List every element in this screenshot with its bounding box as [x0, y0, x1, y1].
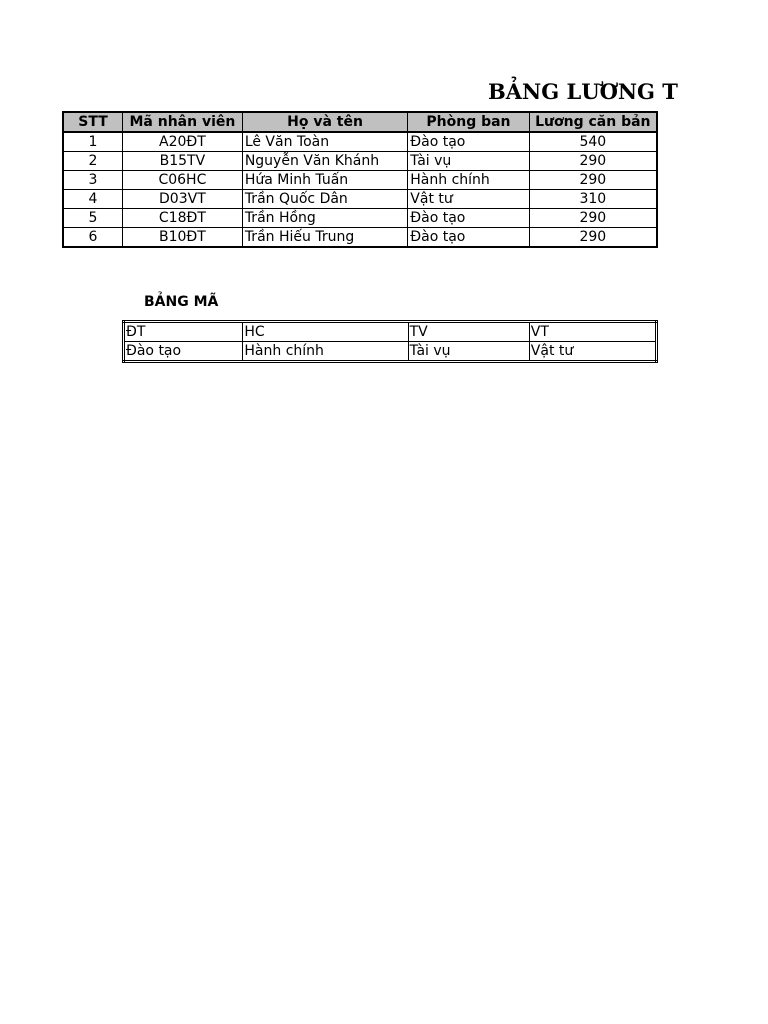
- cell-full-name[interactable]: Nguyễn Văn Khánh: [242, 152, 407, 171]
- cell-full-name[interactable]: Hứa Minh Tuấn: [242, 171, 407, 190]
- cell-department[interactable]: Đào tạo: [408, 132, 529, 152]
- code-table-title: BẢNG MÃ: [144, 294, 219, 310]
- cell-department-name[interactable]: Đào tạo: [124, 342, 243, 362]
- cell-base-salary[interactable]: 540: [529, 132, 657, 152]
- cell-department-name[interactable]: Vật tư: [529, 342, 656, 362]
- cell-stt[interactable]: 4: [63, 190, 123, 209]
- cell-full-name[interactable]: Lê Văn Toàn: [242, 132, 407, 152]
- department-name-row: [124, 342, 657, 362]
- table-row: [63, 152, 657, 171]
- header-base-salary: Lương căn bản: [529, 112, 657, 132]
- cell-department-name[interactable]: Tài vụ: [408, 342, 529, 362]
- table-row: [63, 228, 657, 248]
- cell-stt[interactable]: 6: [63, 228, 123, 248]
- cell-stt[interactable]: 5: [63, 209, 123, 228]
- cell-employee-code[interactable]: B10ĐT: [123, 228, 243, 248]
- cell-stt[interactable]: 1: [63, 132, 123, 152]
- table-row: [63, 209, 657, 228]
- cell-employee-code[interactable]: B15TV: [123, 152, 243, 171]
- header-stt: STT: [63, 112, 123, 132]
- code-row: [124, 322, 657, 342]
- cell-employee-code[interactable]: C18ĐT: [123, 209, 243, 228]
- code-table: [122, 320, 658, 363]
- salary-header-row: [63, 112, 657, 132]
- cell-base-salary[interactable]: 290: [529, 171, 657, 190]
- header-department: Phòng ban: [408, 112, 529, 132]
- cell-stt[interactable]: 3: [63, 171, 123, 190]
- cell-code[interactable]: ĐT: [124, 322, 243, 342]
- cell-code[interactable]: VT: [529, 322, 656, 342]
- cell-department[interactable]: Đào tạo: [408, 209, 529, 228]
- header-employee-code: Mã nhân viên: [123, 112, 243, 132]
- cell-stt[interactable]: 2: [63, 152, 123, 171]
- cell-code[interactable]: HC: [243, 322, 408, 342]
- cell-code[interactable]: TV: [408, 322, 529, 342]
- cell-base-salary[interactable]: 310: [529, 190, 657, 209]
- cell-department[interactable]: Đào tạo: [408, 228, 529, 248]
- cell-employee-code[interactable]: A20ĐT: [123, 132, 243, 152]
- cell-base-salary[interactable]: 290: [529, 152, 657, 171]
- page-title: BẢNG LƯƠNG T: [488, 79, 678, 104]
- header-full-name: Họ và tên: [242, 112, 407, 132]
- cell-base-salary[interactable]: 290: [529, 209, 657, 228]
- table-row: [63, 132, 657, 152]
- cell-full-name[interactable]: Trần Hiếu Trung: [242, 228, 407, 248]
- cell-department[interactable]: Vật tư: [408, 190, 529, 209]
- cell-department-name[interactable]: Hành chính: [243, 342, 408, 362]
- salary-table: [62, 111, 658, 248]
- cell-full-name[interactable]: Trần Quốc Dân: [242, 190, 407, 209]
- cell-employee-code[interactable]: D03VT: [123, 190, 243, 209]
- cell-department[interactable]: Hành chính: [408, 171, 529, 190]
- cell-full-name[interactable]: Trần Hồng: [242, 209, 407, 228]
- cell-employee-code[interactable]: C06HC: [123, 171, 243, 190]
- table-row: [63, 190, 657, 209]
- cell-base-salary[interactable]: 290: [529, 228, 657, 248]
- cell-department[interactable]: Tài vụ: [408, 152, 529, 171]
- table-row: [63, 171, 657, 190]
